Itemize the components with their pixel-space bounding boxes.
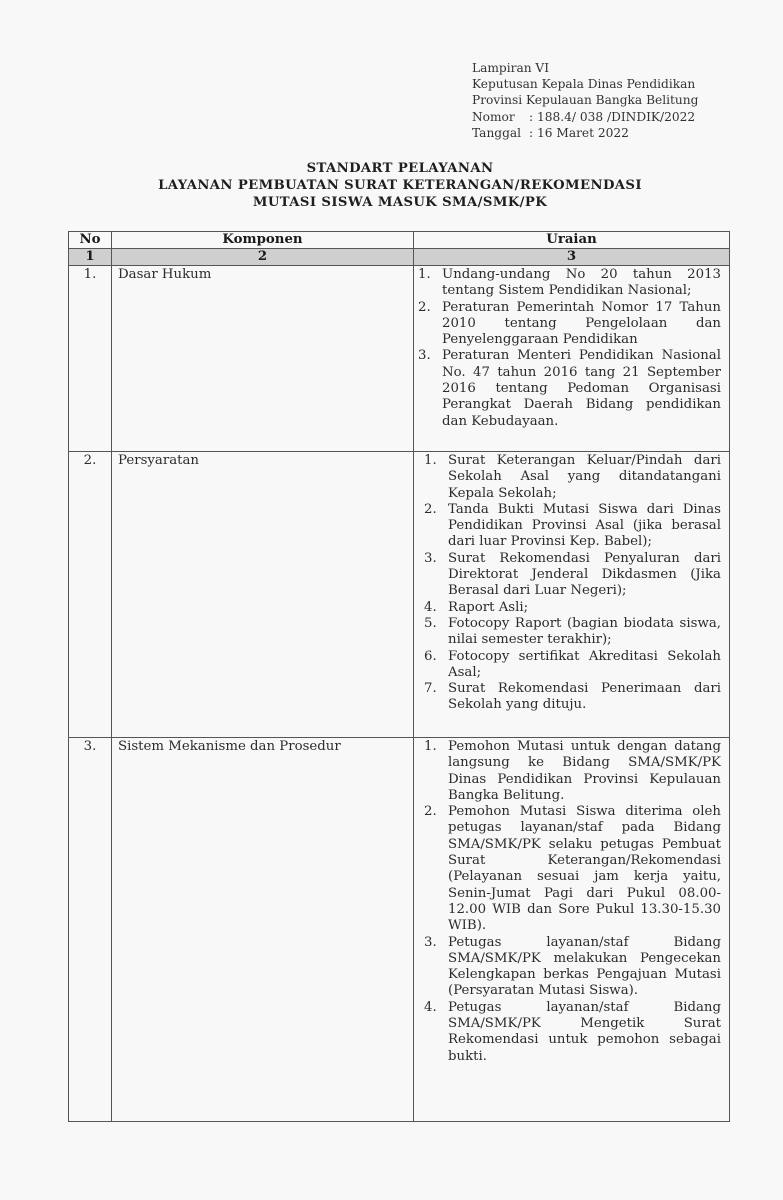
list-item [424,739,721,804]
row-uraian [414,452,730,738]
annex-header [472,60,698,141]
item-number: 1. [424,739,437,754]
row-no: 2. [69,452,112,738]
document-title [60,160,740,211]
uraian-list [424,739,721,1065]
row-no: 1. [69,266,112,452]
item-number: 4. [424,599,437,615]
list-item [424,600,721,616]
col-number-1: 1 [69,249,112,266]
header-uraian: Uraian [414,232,730,249]
tanggal-label: Tanggal [472,125,522,140]
item-text: Surat Rekomendasi Penerimaan dari Sekolah yang dituju. [448,681,721,713]
item-text: Petugas layanan/staf Bidang SMA/SMK/PK melakukan Pengecekan Kelengkapan berkas Pengajuan Mutasi (Persyaratan Mutasi Siswa). [448,934,721,999]
item-text: Surat Keterangan Keluar/Pindah dari Sekolah Asal yang ditandatangani Kepala Sekolah; [448,453,721,501]
header-komponen: Komponen [112,232,414,249]
item-number: 6. [424,648,437,664]
title-line-2: LAYANAN PEMBUATAN SURAT KETERANGAN/REKOMENDASI [158,178,642,193]
title-line-1: STANDART PELAYANAN [306,161,494,176]
item-number: 3. [424,934,437,950]
item-number: 1. [424,453,437,468]
list-item [424,804,721,934]
item-text: Peraturan Pemerintah Nomor 17 Tahun 2010 tentang Pengelolaan dan Penyelenggaraan Pendidikan [442,299,721,348]
item-number: 3. [424,550,437,566]
item-number: 3. [418,348,431,364]
list-item [424,551,721,600]
list-item [418,300,721,349]
list-item [424,935,721,1000]
item-text: Pemohon Mutasi untuk dengan datang langsung ke Bidang SMA/SMK/PK Dinas Pendidikan Provinsi Kepulauan Bangka Belitung. [448,739,721,803]
col-number-3: 3 [414,249,730,266]
annex-line-1: Lampiran VI [472,61,550,75]
item-text: Petugas layanan/staf Bidang SMA/SMK/PK Mengetik Surat Rekomendasi untuk pemohon sebagai bukti. [448,999,721,1064]
list-item [424,1000,721,1065]
item-number: 2. [424,804,437,820]
row-komponen: Dasar Hukum [112,266,414,452]
list-item [424,616,721,649]
tanggal-value: : 16 Maret 2022 [529,125,629,140]
col-number-2: 2 [112,249,414,266]
item-text: Peraturan Menteri Pendidikan Nasional No. 47 tahun 2016 tang 21 September 2016 tentang Pedoman Organisasi Perangkat Daerah Bidang pendidikan dan Kebudayaan. [442,348,721,429]
list-item [424,649,721,682]
uraian-list [424,453,721,714]
row-komponen: Sistem Mekanisme dan Prosedur [112,738,414,1122]
table-row [69,266,730,452]
item-text: Surat Rekomendasi Penyaluran dari Direktorat Jenderal Dikdasmen (Jika Berasal dari Luar Negeri); [448,550,721,599]
item-text: Fotocopy Raport (bagian biodata siswa, nilai semester terakhir); [448,615,721,648]
standard-table [68,231,730,1122]
table-row [69,452,730,738]
row-no: 3. [69,738,112,1122]
item-number: 7. [424,681,437,697]
row-komponen: Persyaratan [112,452,414,738]
annex-tanggal [472,125,698,141]
item-text: Undang-undang No 20 tahun 2013 tentang Sistem Pendidikan Nasional; [442,267,721,299]
row-uraian [414,266,730,452]
item-number: 2. [418,299,431,315]
uraian-list [418,267,721,430]
list-item [418,348,721,429]
title-line-3: MUTASI SISWA MASUK SMA/SMK/PK [252,195,548,210]
annex-line-2: Keputusan Kepala Dinas Pendidikan [472,77,696,92]
list-item [424,453,721,502]
annex-nomor [472,109,698,125]
item-number: 4. [424,999,437,1015]
item-number: 2. [424,501,437,517]
item-number: 5. [424,615,437,631]
header-no: No [69,232,112,249]
item-text: Raport Asli; [448,599,529,615]
item-text: Tanda Bukti Mutasi Siswa dari Dinas Pendidikan Provinsi Asal (jika berasal dari luar Provinsi Kep. Babel); [448,501,721,550]
list-item [418,267,721,300]
nomor-value: : 188.4/ 038 /DINDIK/2022 [529,109,696,124]
column-number-row [69,249,730,266]
nomor-label: Nomor [472,109,515,124]
list-item [424,502,721,551]
item-text: Fotocopy sertifikat Akreditasi Sekolah Asal; [448,648,721,680]
annex-line-3: Provinsi Kepulauan Bangka Belitung [472,93,699,108]
table-row [69,738,730,1122]
item-number: 1. [418,267,431,282]
row-uraian [414,738,730,1122]
header-row [69,232,730,249]
item-text: Pemohon Mutasi Siswa diterima oleh petugas layanan/staf pada Bidang SMA/SMK/PK selaku petugas Pembuat Surat Keterangan/Rekomendasi (Pelayanan sesuai jam kerja yaitu, Senin-Jumat Pagi dari Pukul 08.00-12.00 WIB dan Sore Pukul 13.30-15.30 WIB). [448,804,721,934]
list-item [424,681,721,714]
